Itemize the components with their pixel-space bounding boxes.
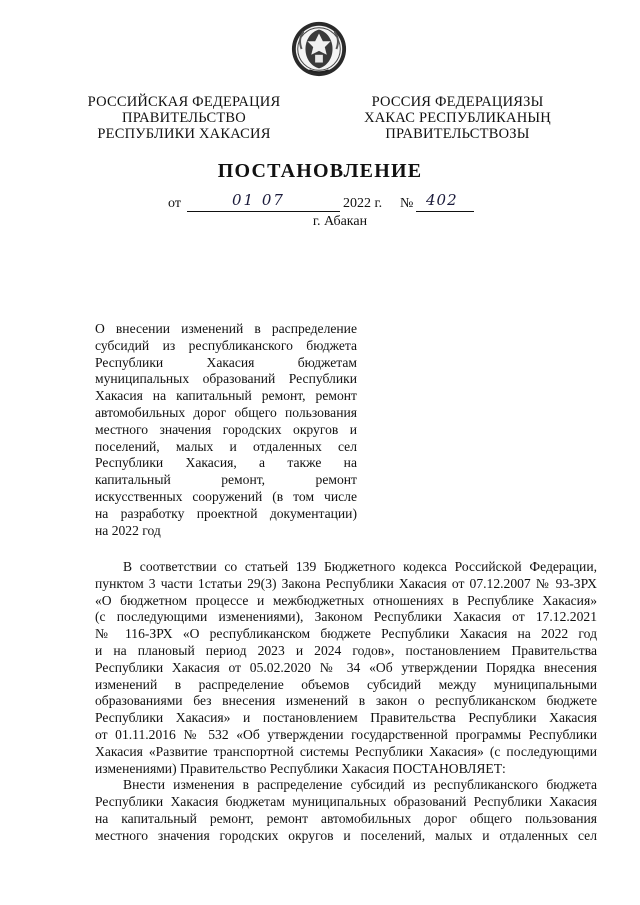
subject-line: Хакасия на капитальный ремонт, ремонт bbox=[95, 388, 357, 404]
subject-line: искусственных сооружений (в том числе bbox=[95, 488, 357, 504]
handwritten-number: 402 bbox=[426, 191, 458, 209]
subject-line: Республики Хакасия бюджетам bbox=[95, 354, 357, 370]
body-line: В соответствии со статьей 139 Бюджетного кодекса Российской Федерации, bbox=[123, 559, 597, 574]
number-underline bbox=[416, 211, 474, 212]
subject-line: на 2022 год bbox=[95, 522, 161, 538]
document-title: ПОСТАНОВЛЕНИЕ bbox=[217, 160, 423, 182]
subject-line: местного значения городских округов и bbox=[95, 421, 357, 437]
header-right-block bbox=[350, 94, 565, 142]
year-label: 2022 г. bbox=[343, 196, 383, 211]
subject-line: О внесении изменений в распределение bbox=[95, 321, 357, 336]
subject-line: Республики Хакасия, а также на bbox=[95, 455, 357, 471]
header-right-line-2: ХАКАС РЕСПУБЛИКАНЫҢ bbox=[364, 110, 551, 126]
header-left-line-2: ПРАВИТЕЛЬСТВО bbox=[122, 110, 246, 126]
handwritten-date: 01 07 bbox=[232, 191, 285, 209]
body-line: на капитальный ремонт, ремонт автомобильных дорог общего пользования bbox=[95, 810, 597, 826]
body-line: Внести изменения в распределение субсидий из республиканского бюджета bbox=[123, 777, 597, 793]
number-label: № bbox=[400, 196, 414, 211]
subject-line: капитальный ремонт, ремонт bbox=[95, 472, 357, 488]
body-line: образованиями без внесения изменений в закон о республиканском бюджете bbox=[95, 693, 597, 709]
body-text bbox=[95, 559, 597, 845]
date-from-label: от bbox=[168, 196, 181, 211]
subject-block bbox=[95, 321, 357, 539]
date-underline bbox=[187, 211, 340, 212]
body-line: Республики Хакасия бюджетам муниципальных образований Республики Хакасия bbox=[95, 794, 597, 810]
header-right-line-1: РОССИЯ ФЕДЕРАЦИЯЗЫ bbox=[371, 94, 544, 110]
body-line: пунктом 3 части 1статьи 29(3) Закона Республики Хакасия от 07.12.2007 № 93-ЗРХ bbox=[95, 575, 597, 591]
header-left-line-3: РЕСПУБЛИКИ ХАКАСИЯ bbox=[97, 126, 271, 142]
republic-of-khakassia-coat-of-arms-icon bbox=[290, 20, 348, 78]
body-line: «О бюджетном процессе и межбюджетных отношениях в Республике Хакасия» bbox=[95, 592, 597, 608]
header-right-line-3: ПРАВИТЕЛЬСТВОЗЫ bbox=[385, 126, 530, 142]
body-line: и на плановый период 2023 и 2024 годов», постановлением Правительства bbox=[95, 642, 597, 658]
date-and-number-line bbox=[160, 191, 500, 216]
subject-line: муниципальных образований Республики bbox=[95, 371, 357, 387]
subject-line: на разработку проектной документации) bbox=[95, 505, 357, 521]
header-left-line-1: РОССИЙСКАЯ ФЕДЕРАЦИЯ bbox=[87, 94, 281, 110]
body-line: от 01.11.2016 № 532 «Об утверждении государственной программы Республики bbox=[95, 726, 597, 742]
body-line: (с последующими изменениями), Законом Республики Хакасия от 17.12.2021 bbox=[95, 609, 597, 625]
body-line: Республики Хакасия от 05.02.2020 № 34 «Об утверждении Порядка внесения bbox=[95, 659, 597, 675]
header-left-block bbox=[78, 94, 290, 142]
subject-line: субсидий из республиканского бюджета bbox=[95, 337, 357, 353]
subject-line: поселений, малых и отдаленных сел bbox=[95, 438, 357, 454]
body-line: изменениями) Правительство Республики Хакасия ПОСТАНОВЛЯЕТ: bbox=[95, 760, 506, 776]
body-line: № 116-ЗРХ «О республиканском бюджете Республики Хакасия на 2022 год bbox=[95, 626, 597, 642]
body-line: Республики Хакасия» и постановлением Правительства Республики Хакасия bbox=[95, 710, 597, 726]
subject-line: автомобильных дорог общего пользования bbox=[95, 404, 357, 420]
body-line: Хакасия «Развитие транспортной системы Республики Хакасия» (с последующими bbox=[95, 743, 597, 759]
body-line: изменений в распределение объемов субсидий между муниципальными bbox=[95, 676, 597, 692]
city-name: г. Абакан bbox=[312, 214, 368, 229]
body-line: местного значения городских округов и поселений, малых и отдаленных сел bbox=[95, 827, 597, 843]
